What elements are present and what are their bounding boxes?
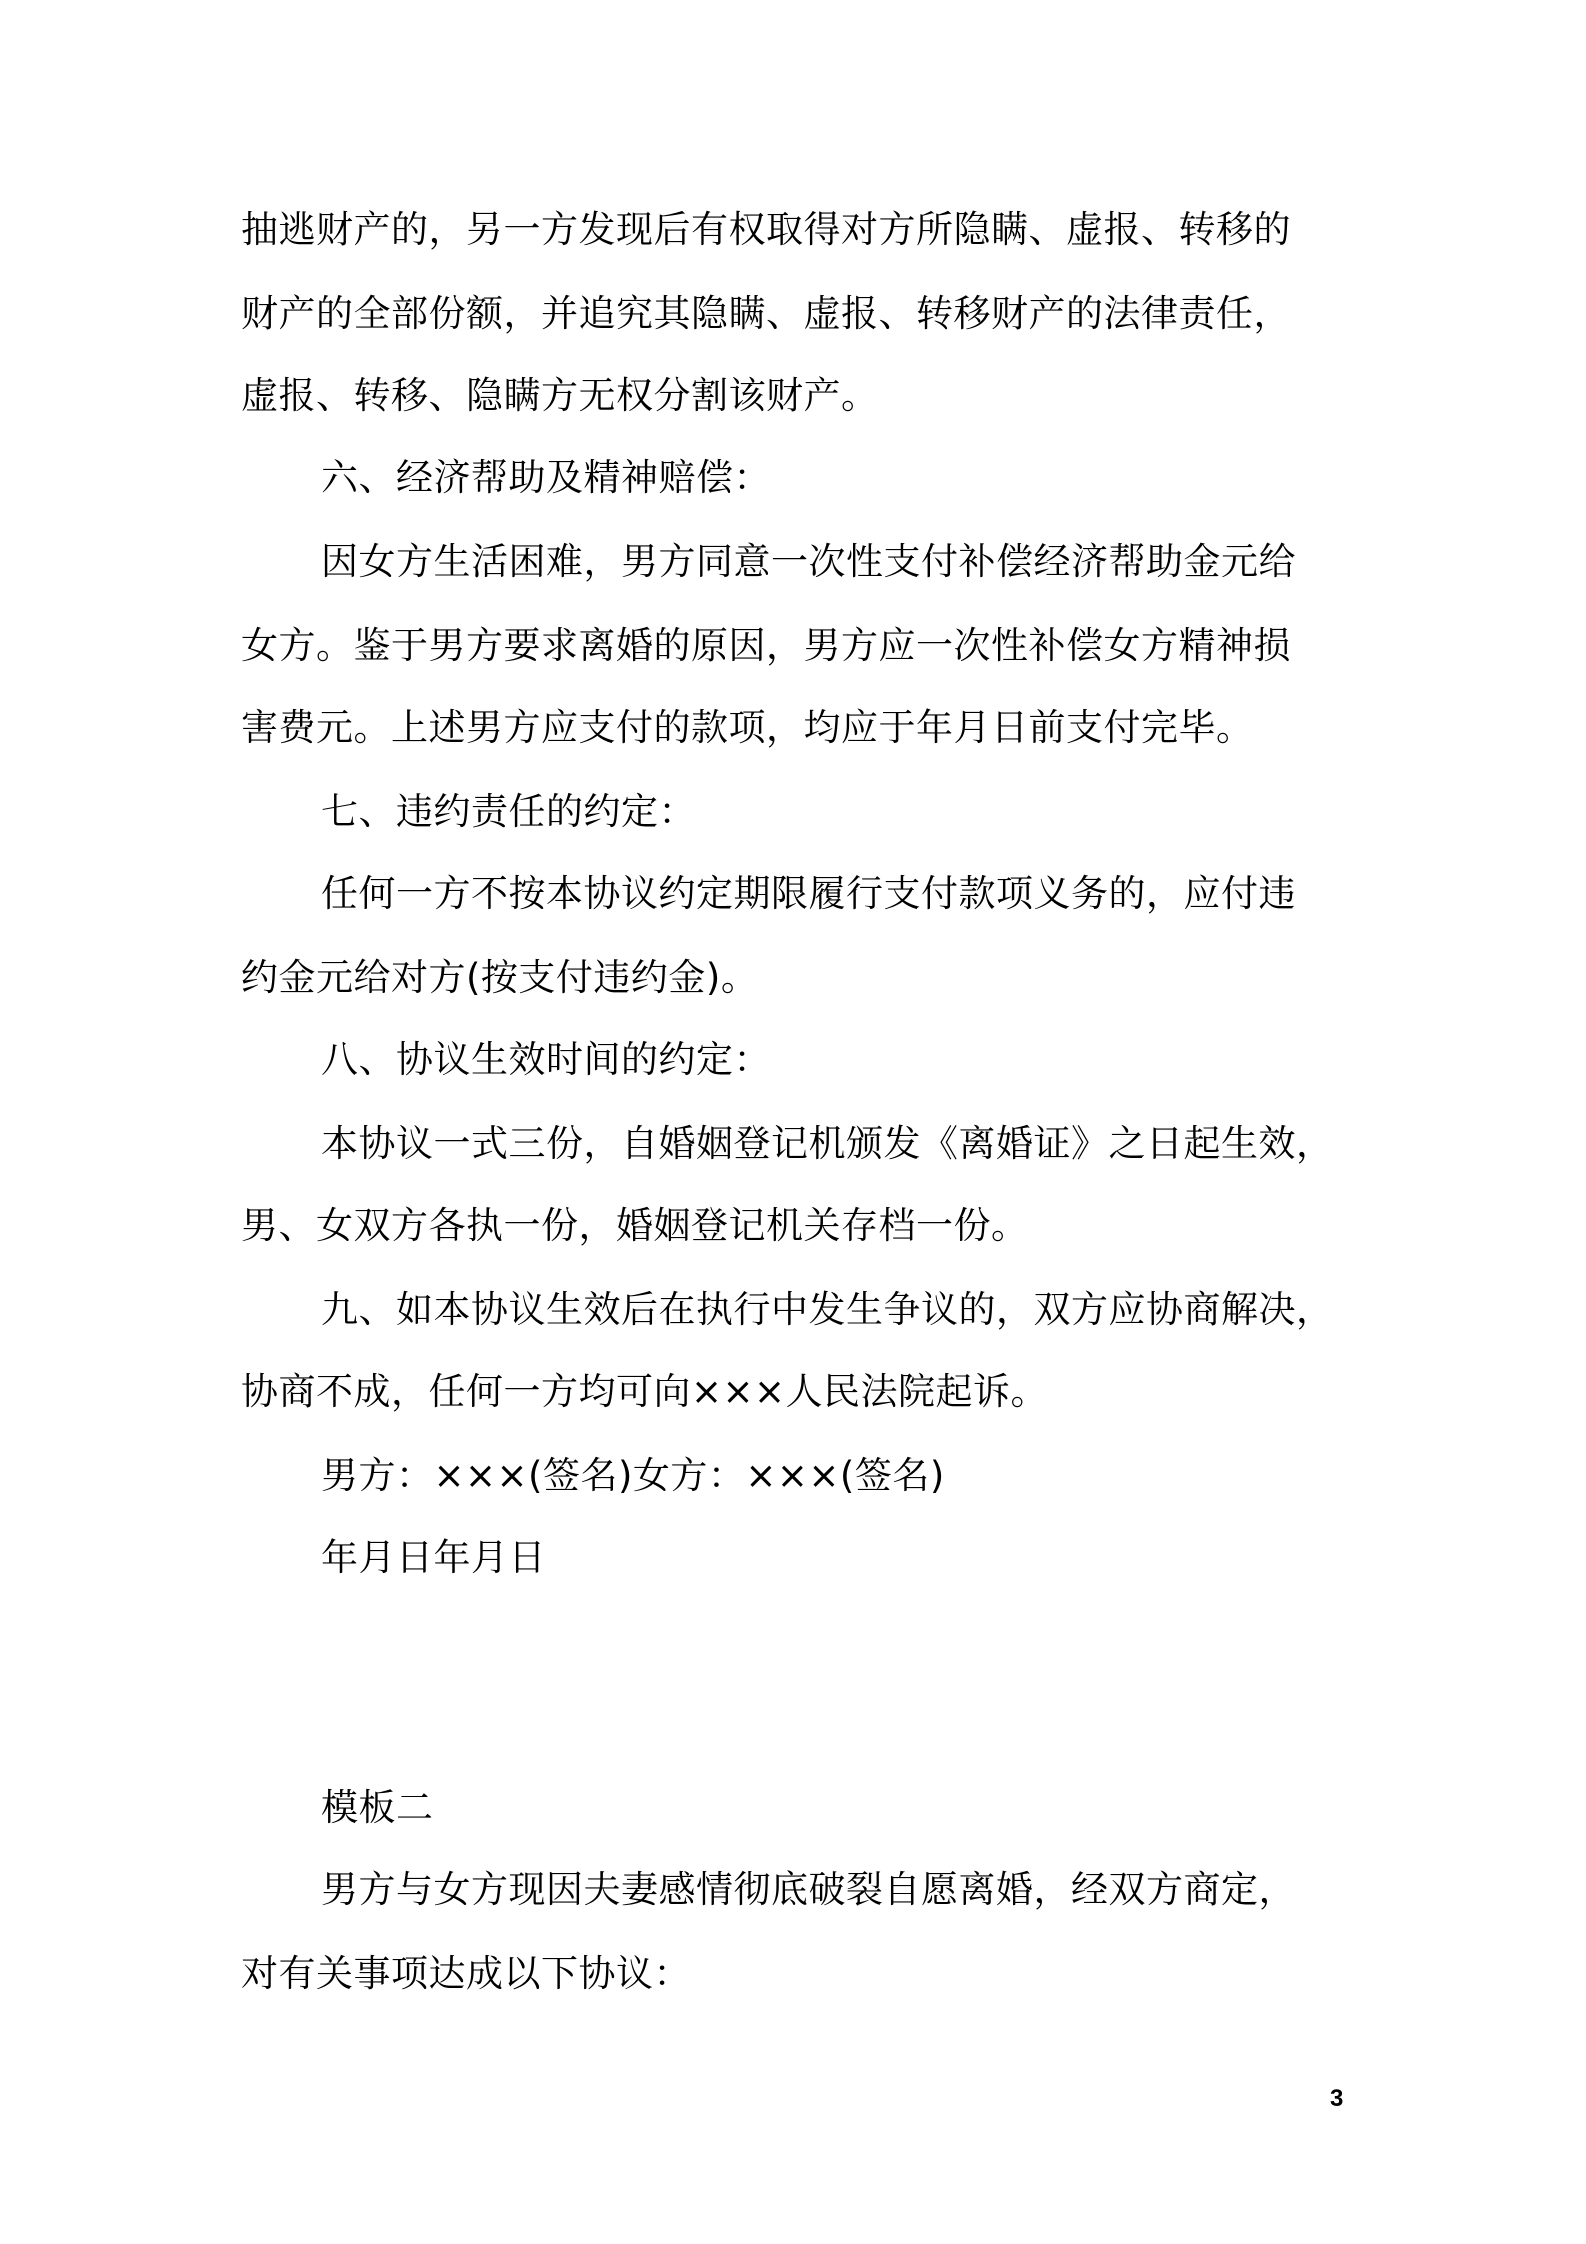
paragraph-line: 本协议一式三份，自婚姻登记机颁发《离婚证》之日起生效， [321,1122,1334,1165]
paragraph-line: 约金元给对方(按支付违约金)。 [241,956,759,999]
section-heading: 六、经济帮助及精神赔偿： [321,456,771,499]
paragraph-line: 任何一方不按本协议约定期限履行支付款项义务的，应付违 [321,872,1296,915]
paragraph-line: 女方。鉴于男方要求离婚的原因，男方应一次性补偿女方精神损 [241,624,1291,667]
paragraph-line: 因女方生活困难，男方同意一次性支付补偿经济帮助金元给 [321,540,1296,583]
paragraph-line: 男方与女方现因夫妻感情彻底破裂自愿离婚，经双方商定， [321,1868,1296,1911]
paragraph-line: 对有关事项达成以下协议： [241,1952,691,1995]
paragraph-line: 抽逃财产的，另一方发现后有权取得对方所隐瞒、虚报、转移的 [241,208,1291,251]
paragraph-line: 男、女双方各执一份，婚姻登记机关存档一份。 [241,1204,1029,1247]
signature-line: 男方：×××(签名)女方：×××(签名) [321,1454,945,1497]
page-number: 3 [1330,2085,1344,2112]
template-heading: 模板二 [321,1786,434,1829]
paragraph-line: 害费元。上述男方应支付的款项，均应于年月日前支付完毕。 [241,706,1254,749]
paragraph-line: 虚报、转移、隐瞒方无权分割该财产。 [241,374,879,417]
section-heading: 八、协议生效时间的约定： [321,1038,771,1081]
paragraph-line: 财产的全部份额，并追究其隐瞒、虚报、转移财产的法律责任， [241,292,1291,335]
paragraph-line: 协商不成，任何一方均可向×××人民法院起诉。 [241,1370,1049,1413]
paragraph-line: 九、如本协议生效后在执行中发生争议的，双方应协商解决， [321,1288,1334,1331]
section-heading: 七、违约责任的约定： [321,790,696,833]
date-line: 年月日年月日 [321,1536,546,1579]
